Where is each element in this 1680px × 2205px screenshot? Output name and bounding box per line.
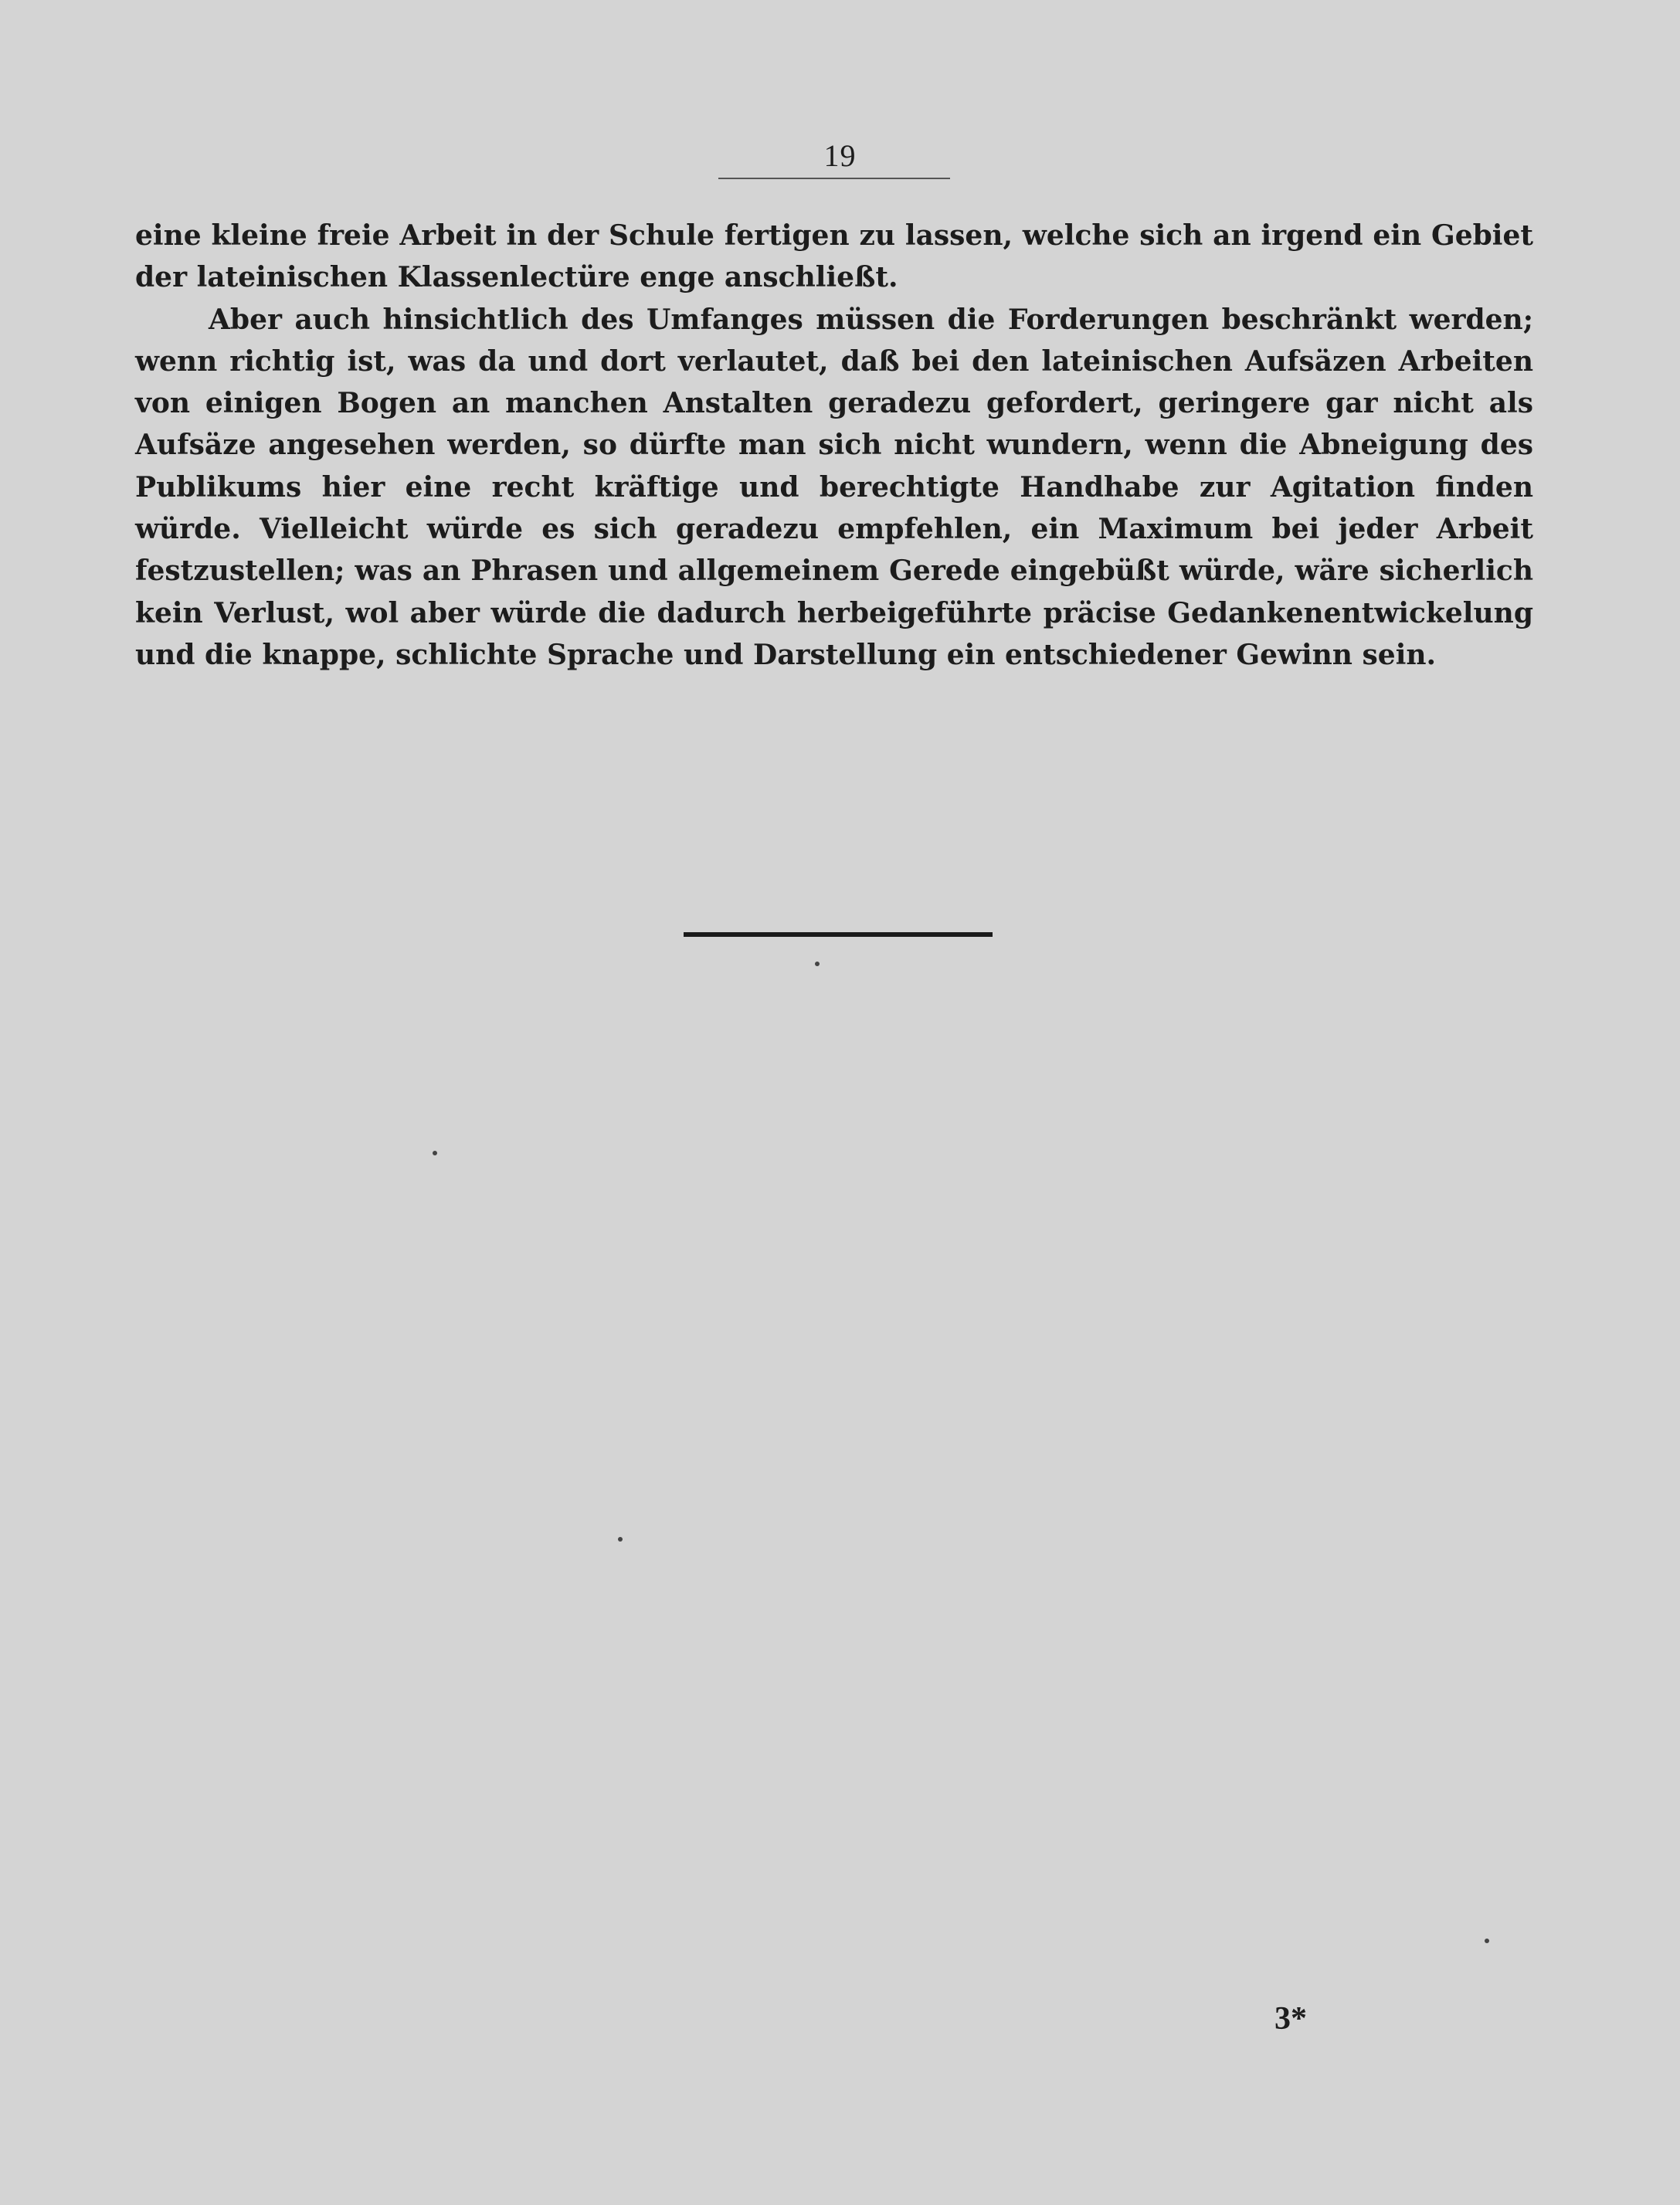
page-number: 19 — [823, 138, 857, 173]
closing-rule — [684, 932, 993, 937]
paper-speck — [1485, 1939, 1489, 1943]
paper-speck — [618, 1537, 623, 1542]
body-text — [135, 215, 1533, 676]
paragraph-2: Aber auch hinsichtlich des Umfanges müssen die Forderungen beschränkt werden; wenn richtig ist, was da und dort verlautet, daß bei den lateinischen Aufsäzen Arbeiten von einigen Bogen an manchen Anstalten geradezu gefordert, geringere gar nicht als Aufsäze angesehen werden, so dürfte man sich nicht wundern, wenn die Abneigung des Publikums hier eine recht kräftige und berechtigte Handhabe zur Agitation finden würde. Vielleicht würde es sich geradezu empfehlen, ein Maximum bei jeder Arbeit festzustellen; was an Phrasen und allgemeinem Gerede eingebüßt würde, wäre sicherlich kein Verlust, wol aber würde die dadurch herbeigeführte präcise Gedankenentwickelung und die knappe, schlichte Sprache und Darstellung ein entschiedener Gewinn sein. — [135, 303, 1533, 671]
paper-speck — [815, 962, 820, 966]
header-rule — [718, 178, 950, 179]
paper-speck — [433, 1151, 437, 1155]
paragraph-1: eine kleine freie Arbeit in der Schule fertigen zu lassen, welche sich an irgend ein Gebiet der lateinischen Klassenlectüre enge anschließt. — [135, 219, 1533, 294]
signature-mark: 3* — [1274, 2001, 1307, 2037]
